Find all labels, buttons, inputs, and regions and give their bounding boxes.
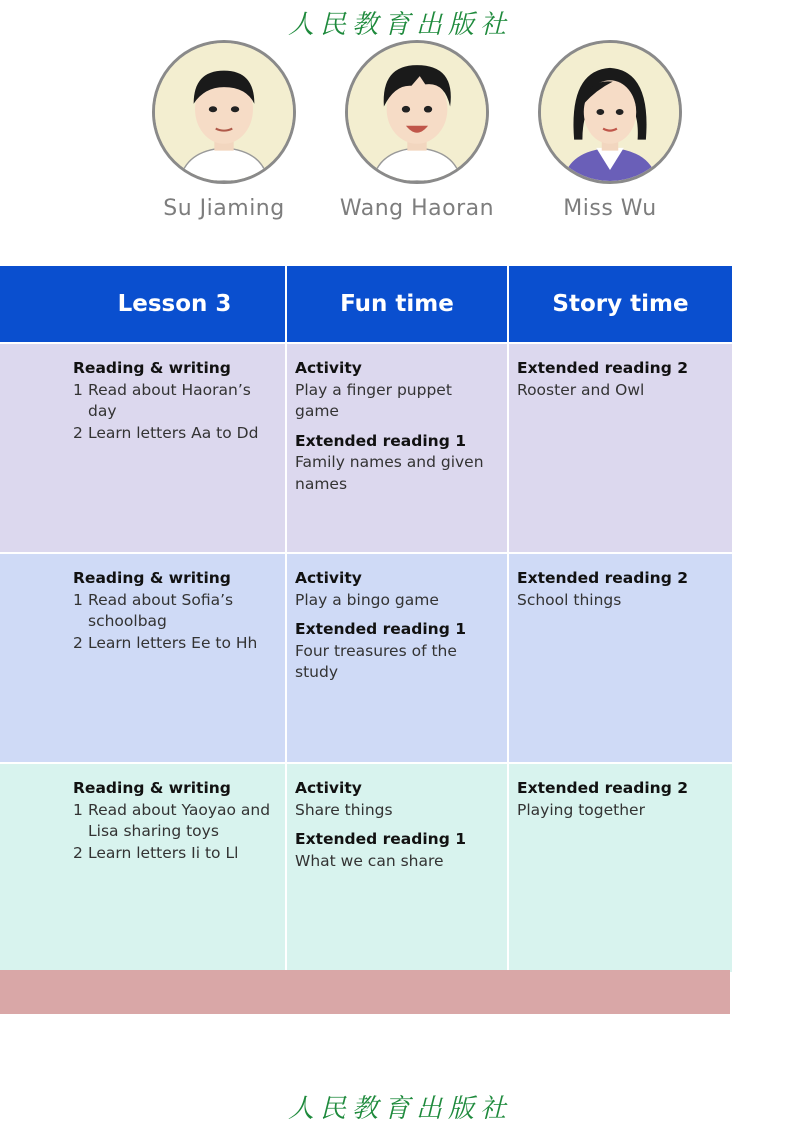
table-row (0, 344, 732, 552)
publisher-logo-bottom: 人民教育出版社 (287, 1094, 512, 1124)
boy-avatar-icon (345, 40, 489, 184)
reading-writing-label: Reading & writing (73, 569, 231, 587)
activity-label: Activity (295, 779, 362, 797)
list-item: 2 Learn letters Ii to Ll (73, 843, 239, 862)
lesson-cell (0, 764, 285, 972)
extended-reading-2-label: Extended reading 2 (517, 359, 688, 377)
activity-text: Play a finger puppet game (295, 380, 452, 420)
extended-reading-1-text: Family names and given names (295, 453, 484, 493)
extended-reading-1-text: Four treasures of the study (295, 641, 457, 681)
header-lesson: Lesson 3 (0, 266, 285, 342)
extended-reading-1-text: What we can share (295, 851, 444, 870)
table-header-row (0, 266, 732, 342)
table-row (0, 764, 732, 972)
lesson-cell (0, 344, 285, 552)
story-time-cell (509, 554, 732, 762)
character-wang-haoran (337, 40, 497, 221)
fun-time-cell (287, 344, 507, 552)
boy-avatar-icon (152, 40, 296, 184)
list-item: 2 Learn letters Aa to Dd (73, 423, 259, 442)
activity-label: Activity (295, 359, 362, 377)
fun-time-cell (287, 554, 507, 762)
character-name: Wang Haoran (339, 196, 495, 221)
character-name: Miss Wu (563, 196, 657, 221)
story-time-cell (509, 344, 732, 552)
header-fun-time: Fun time (287, 266, 507, 342)
activity-label: Activity (295, 569, 362, 587)
extended-reading-1-label: Extended reading 1 (295, 431, 466, 450)
activity-text: Share things (295, 800, 393, 819)
woman-avatar-icon (538, 40, 682, 184)
extended-reading-1-label: Extended reading 1 (295, 620, 466, 638)
list-item: 2 Learn letters Ee to Hh (73, 633, 258, 652)
table-row (0, 554, 732, 762)
fun-time-cell (287, 764, 507, 972)
lesson-table (0, 266, 732, 972)
extended-reading-2-label: Extended reading 2 (517, 569, 688, 587)
list-item: 1 Read about Haoran’s day (73, 380, 251, 420)
list-item: 1 Read about Yaoyao and Lisa sharing toys (73, 800, 271, 840)
character-su-jiaming (144, 40, 304, 221)
extended-reading-2-text: Playing together (517, 800, 645, 819)
reading-writing-label: Reading & writing (73, 359, 231, 377)
story-time-cell (509, 764, 732, 972)
extended-reading-2-text: Rooster and Owl (517, 380, 645, 399)
header-story-time: Story time (509, 266, 732, 342)
reading-writing-label: Reading & writing (73, 779, 231, 797)
extended-reading-2-label: Extended reading 2 (517, 779, 688, 797)
extended-reading-2-text: School things (517, 590, 622, 609)
publisher-logo-top: 人民教育出版社 (287, 10, 512, 40)
character-miss-wu (530, 40, 690, 221)
footer-band (0, 970, 730, 1014)
lesson-cell (0, 554, 285, 762)
activity-text: Play a bingo game (295, 590, 439, 609)
extended-reading-1-label: Extended reading 1 (295, 830, 466, 848)
character-name: Su Jiaming (163, 196, 285, 221)
list-item: 1 Read about Sofia’s schoolbag (73, 590, 234, 630)
